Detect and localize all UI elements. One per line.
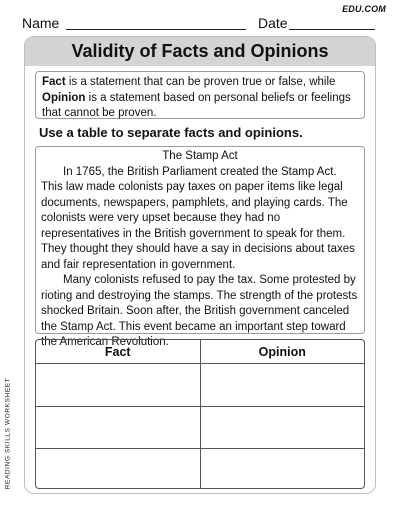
passage-box (35, 146, 365, 348)
page-title: Validity of Facts and Opinions (71, 41, 329, 61)
date-label: Date (258, 15, 288, 31)
fact-definition: is a statement that can be proven true or false, while (65, 76, 336, 88)
table-row (36, 406, 364, 448)
opinion-cell[interactable] (200, 449, 365, 489)
passage-paragraph-1: In 1765, the British Parliament created the Stamp Act. This law made colonists pay taxes on paper items like legal documents, newspapers, pamphlets, and playing cards. The colonists were very upset because they had no representatives in the British government to speak for them. They thought they should have a say in decisions about taxes and fair representation in government. (41, 165, 355, 271)
table-row (36, 448, 364, 489)
fact-cell[interactable] (36, 449, 200, 489)
brand-logo: EDU.COM (342, 4, 386, 14)
name-label: Name (22, 15, 60, 31)
table-row (36, 364, 364, 406)
opinion-cell[interactable] (200, 364, 365, 406)
opinion-cell[interactable] (200, 407, 365, 448)
opinion-column-header: Opinion (200, 340, 365, 363)
opinion-definition: is a statement based on personal beliefs or feelings that cannot be proven. (42, 91, 351, 119)
side-label (0, 378, 16, 488)
definition-box (35, 71, 365, 119)
passage-title: The Stamp Act (162, 150, 238, 162)
fact-cell[interactable] (36, 364, 200, 406)
name-field-line[interactable] (66, 29, 246, 30)
title-bar (25, 37, 375, 66)
fact-cell[interactable] (36, 407, 200, 448)
fact-opinion-table (35, 339, 365, 489)
worksheet-frame (24, 36, 376, 494)
worksheet-header (0, 0, 400, 36)
instruction: Use a table to separate facts and opinions. (39, 125, 303, 140)
fact-column-header: Fact (104, 344, 131, 359)
opinion-term: Opinion (42, 91, 86, 104)
date-field-line[interactable] (289, 29, 375, 30)
side-label-text: READING SKILLS WORKSHEET (4, 377, 12, 489)
fact-term: Fact (42, 76, 66, 88)
table-header-row (36, 340, 364, 364)
passage-paragraph-2: Many colonists refused to pay the tax. Some protested by rioting and destroying the stamps. The strength of the protests shocked Britain. Soon after, the British government canceled the Stamp Act. This event became an important step toward the American Revolution. (41, 274, 358, 348)
